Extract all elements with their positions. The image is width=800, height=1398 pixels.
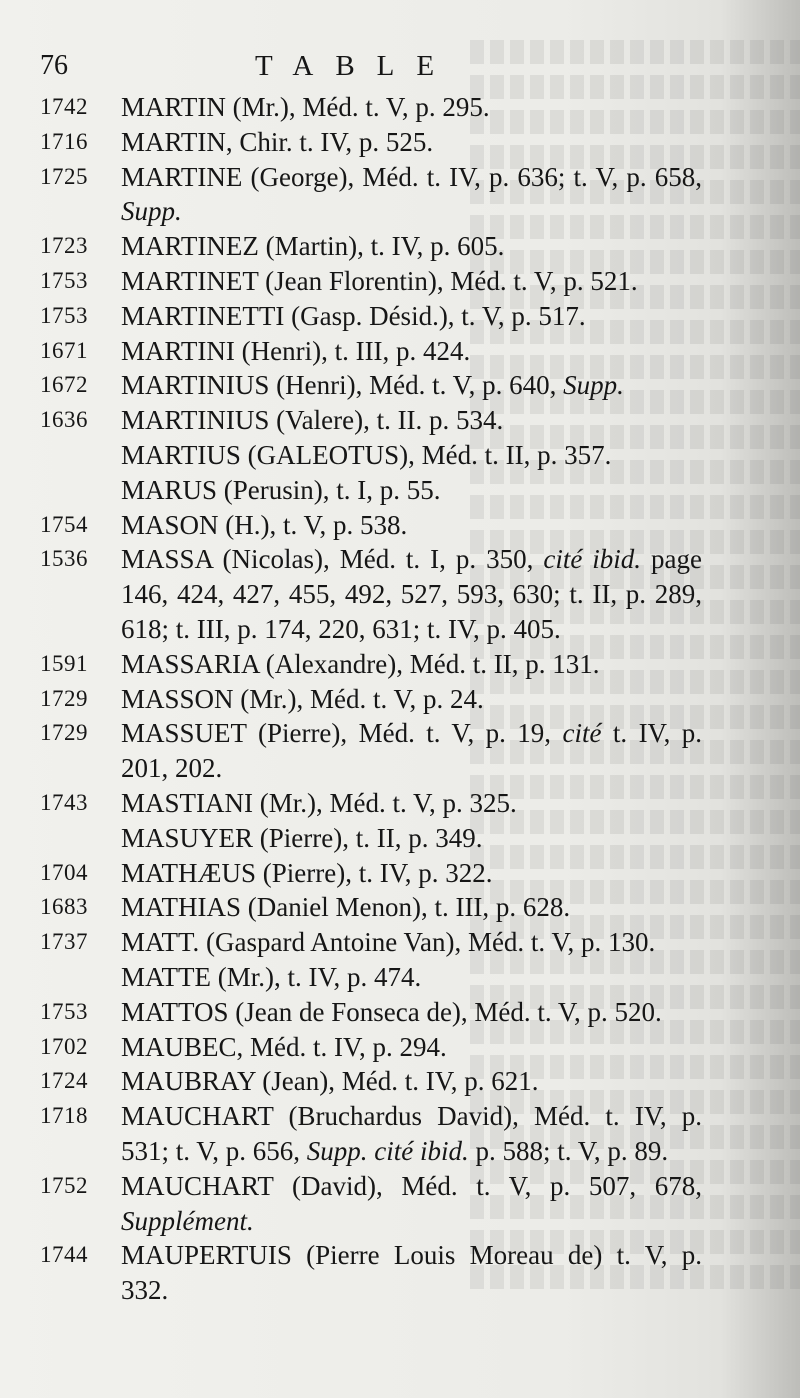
entry-main-text: MATHIAS (Daniel Menon), t. III, p. 628.	[121, 892, 571, 923]
entry-text	[121, 1064, 702, 1099]
entry-main-text: MAUPERTUIS (Pierre Louis Moreau de) t. V, p. 332.	[121, 1240, 702, 1306]
entry-main-text: MARTIN (Mr.), Méd. t. V, p. 295.	[121, 92, 490, 122]
entry-main-text: MARTINETTI (Gasp. Désid.), t. V, p. 517.	[121, 300, 586, 331]
entry-text	[121, 368, 702, 403]
index-entry	[0, 716, 800, 786]
entry-year: 1744	[40, 1242, 88, 1268]
index-entry	[0, 264, 800, 299]
index-entry	[0, 334, 800, 369]
entry-main-text: MARTINET (Jean Florentin), Méd. t. V, p. 521.	[121, 265, 638, 296]
entry-main-text: MASUYER (Pierre), t. II, p. 349.	[121, 822, 483, 853]
entry-text	[121, 1238, 702, 1308]
entry-text	[121, 90, 702, 125]
entry-year: 1636	[40, 407, 88, 433]
index-entry	[0, 1030, 800, 1065]
index-entry	[0, 299, 800, 334]
index-entry	[0, 890, 800, 925]
entry-main-text: MATT. (Gaspard Antoine Van), Méd. t. V, p. 130.	[121, 927, 656, 958]
entry-year: 1672	[40, 372, 88, 398]
index-entry	[0, 682, 800, 717]
entry-text	[121, 299, 702, 334]
entry-text	[121, 160, 702, 230]
index-entry	[0, 403, 800, 438]
entry-trailing-text: page 146, 424, 427, 455, 492, 527, 593, 630; t. II, p. 289, 618; t. III, p. 174, 220, 631; t. IV, p. 405.	[121, 544, 702, 644]
entry-text	[121, 508, 702, 543]
entry-main-text: MATHÆUS (Pierre), t. IV, p. 322.	[121, 857, 493, 888]
index-entry	[0, 1169, 800, 1239]
entry-main-text: MASTIANI (Mr.), Méd. t. V, p. 325.	[121, 787, 517, 818]
index-entry	[0, 508, 800, 543]
entry-year: 1753	[40, 302, 88, 328]
entry-italic-text: Supp.	[563, 370, 624, 401]
index-entry	[0, 1238, 800, 1308]
entry-year: 1754	[40, 511, 88, 537]
index-entry	[0, 438, 800, 473]
entry-main-text: MATTOS (Jean de Fonseca de), Méd. t. V, p. 520.	[121, 996, 662, 1027]
entry-text	[121, 995, 702, 1030]
entry-year: 1536	[40, 546, 88, 572]
entry-year: 1683	[40, 894, 88, 920]
entry-year: 1702	[40, 1033, 88, 1059]
entry-italic-text: cité ibid.	[543, 544, 642, 575]
entry-text	[121, 229, 702, 264]
entry-italic-text: Supp.	[121, 196, 182, 227]
entry-year: 1753	[40, 267, 88, 293]
entry-text	[121, 1169, 702, 1239]
entry-italic-text: Supp. cité ibid.	[306, 1135, 469, 1166]
entry-main-text: MASSA (Nicolas), Méd. t. I, p. 350,	[121, 544, 544, 575]
entry-main-text: MARTIN, Chir. t. IV, p. 525.	[121, 126, 434, 157]
entry-main-text: MASSON (Mr.), Méd. t. V, p. 24.	[121, 683, 484, 714]
entry-main-text: MARTINIUS (Valere), t. II. p. 534.	[121, 405, 504, 436]
entry-main-text: MASSUET (Pierre), Méd. t. V, p. 19,	[121, 718, 563, 749]
index-entry	[0, 160, 800, 230]
entry-main-text: MARTINI (Henri), t. III, p. 424.	[121, 335, 471, 366]
entry-year: 1753	[40, 998, 88, 1024]
entry-year: 1742	[40, 94, 88, 119]
entry-trailing-text: t. IV, p. 201, 202.	[121, 718, 702, 784]
entry-year: 1743	[40, 789, 88, 815]
entry-text	[121, 438, 702, 473]
entry-main-text: MARTINIUS (Henri), Méd. t. V, p. 640,	[121, 370, 564, 401]
entry-main-text: MASON (H.), t. V, p. 538.	[121, 509, 408, 540]
entry-text	[121, 682, 702, 717]
index-entry	[0, 473, 800, 508]
entry-year: 1723	[40, 233, 88, 259]
entry-text	[121, 786, 702, 821]
entry-text	[121, 125, 702, 160]
index-entry	[0, 229, 800, 264]
entry-main-text: MAUCHART (Bruchardus David), Méd. t. IV, p. 531; t. V, p. 656,	[121, 1101, 702, 1166]
page-number: 76	[40, 50, 68, 81]
entry-main-text: MAUBRAY (Jean), Méd. t. IV, p. 621.	[121, 1066, 539, 1097]
entry-text	[121, 403, 702, 438]
entry-main-text: MASSARIA (Alexandre), Méd. t. II, p. 131.	[121, 648, 600, 679]
entry-year: 1671	[40, 337, 88, 363]
entry-year: 1591	[40, 650, 88, 676]
running-head: TABLE	[255, 50, 457, 82]
entry-main-text: MARTINE (George), Méd. t. IV, p. 636; t. V, p. 658,	[121, 161, 702, 192]
index-entries	[0, 90, 800, 1308]
entry-main-text: MARUS (Perusin), t. I, p. 55.	[121, 474, 441, 505]
entry-text	[121, 716, 702, 786]
page-header	[0, 44, 800, 88]
entry-italic-text: cité	[562, 718, 602, 749]
entry-main-text: MAUBEC, Méd. t. IV, p. 294.	[121, 1031, 447, 1062]
entry-year: 1729	[40, 720, 88, 746]
index-entry	[0, 960, 800, 995]
entry-year: 1725	[40, 163, 88, 189]
entry-text	[121, 264, 702, 299]
index-entry	[0, 786, 800, 821]
index-entry	[0, 1099, 800, 1169]
entry-year: 1718	[40, 1103, 88, 1129]
index-entry	[0, 1064, 800, 1099]
entry-italic-text: Supplément.	[121, 1205, 254, 1236]
entry-main-text: MARTINEZ (Martin), t. IV, p. 605.	[121, 231, 505, 262]
entry-year: 1704	[40, 859, 88, 885]
entry-year: 1752	[40, 1172, 88, 1198]
entry-text	[121, 960, 702, 995]
index-entry	[0, 995, 800, 1030]
entry-text	[121, 856, 702, 891]
entry-year: 1737	[40, 929, 88, 955]
index-entry	[0, 821, 800, 856]
entry-text	[121, 334, 702, 369]
entry-text	[121, 542, 702, 646]
index-entry	[0, 542, 800, 646]
entry-year: 1724	[40, 1068, 88, 1094]
entry-main-text: MATTE (Mr.), t. IV, p. 474.	[121, 961, 422, 992]
entry-trailing-text: p. 588; t. V, p. 89.	[468, 1135, 669, 1166]
entry-text	[121, 473, 702, 508]
index-entry	[0, 125, 800, 160]
entry-year: 1729	[40, 685, 88, 711]
entry-text	[121, 1030, 702, 1065]
index-entry	[0, 925, 800, 960]
entry-text	[121, 647, 702, 682]
entry-main-text: MARTIUS (GALEOTUS), Méd. t. II, p. 357.	[121, 439, 612, 470]
index-entry	[0, 90, 800, 125]
entry-text	[121, 821, 702, 856]
entry-main-text: MAUCHART (David), Méd. t. V, p. 507, 678,	[121, 1170, 702, 1201]
entry-year: 1716	[40, 128, 88, 154]
entry-text	[121, 890, 702, 925]
index-entry	[0, 647, 800, 682]
index-entry	[0, 856, 800, 891]
entry-text	[121, 1099, 702, 1169]
entry-text	[121, 925, 702, 960]
index-entry	[0, 368, 800, 403]
